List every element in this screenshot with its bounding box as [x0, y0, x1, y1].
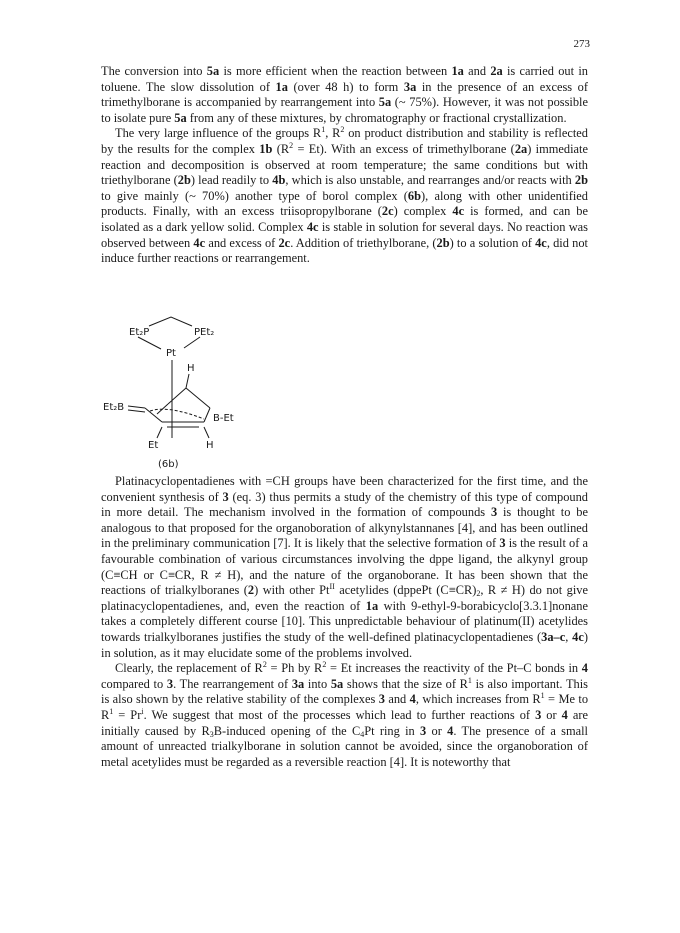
bond-c-h-top [186, 374, 189, 388]
text-block-bottom [101, 474, 588, 770]
h-top-label: H [187, 363, 195, 374]
ring-bond [204, 408, 210, 422]
ring-bond [145, 408, 162, 422]
h-bottom-label: H [206, 440, 214, 451]
text-block-top [101, 64, 588, 267]
compound-label: (6b) [158, 459, 179, 470]
ring-bond [186, 388, 210, 408]
paragraph: Platinacyclopentadienes with =CH groups have been characterized for the first time, and the convenient synthesis of 3 (eq. 3) thus permits a study of the chemistry of this type of compound in more detail. The mechanism involved in the formation of compounds 3 is thought to be analogous to that proposed for the organoboration of alkynylstannanes [4], and has been outlined in the preliminary communication [7]. It is likely that the selective formation of 3 is the result of a favourable combination of various circumstances involving the dppe ligand, the alkynyl group (C≡CH or C≡CR, R ≠ H), and the nature of the organoborane. It has been shown that the reactions of trialkylboranes (2) with other $Pt^{II}$ acetylides (dppePt $(C\equiv CR)_2$, R ≠ H) do not give platinacyclopentadienes, and, even the reaction of 1a with 9-ethyl-9-borabicyclo[3.3.1]nonane takes a completely different course [10]. This unpredictable behaviour of platinum(II) acetylides towards trialkylboranes justifies the study of the well-defined platinacyclopentadienes (3a–c, 4c) in solution, as it may elucidate some of the problems involved. [101, 474, 589, 660]
et2b-label: Et₂B [103, 402, 125, 413]
pet2-label: PEt₂ [194, 327, 215, 338]
bond-b-c [128, 410, 145, 412]
et-bottom-label: Et [148, 440, 159, 451]
paragraph: The conversion into 5a is more efficient when the reaction between 1a and 2a is carried out in toluene. The slow dissolution of 1a (over 48 h) to form 3a in the presence of an excess of trimethylborane is accompanied by rearrangement into 5a (~ 75%). However, it was not possible to isolate pure 5a from any of these mixtures, by chromatography or fractional crystallization. [101, 64, 588, 125]
pt-label: Pt [166, 348, 176, 359]
ring-bond [168, 388, 186, 404]
bond-p-pt-right [184, 337, 200, 348]
bond-c-et [157, 427, 162, 438]
b-et-label: B-Et [213, 413, 234, 424]
chelate-backbone [149, 317, 192, 326]
bond-p-pt-left [138, 337, 161, 349]
delocalized-bond [150, 409, 204, 419]
et2p-label: Et₂P [129, 327, 150, 338]
structure-drawing [100, 312, 320, 470]
paragraph: The very large influence of the groups $R^1$, $R^2$ on product distribution and stability is reflected by the results for the complex 1b $(R^2 = Et)$. With an excess of trimethylborane (2a) immediate reaction and decomposition is observed at room temperature; the same conditions but with triethylborane (2b) lead readily to 4b, which is also unstable, and rearranges and/or reacts with 2b to give mainly (~ 70%) another type of borol complex (6b), along with other unidentified products. Finally, with an excess triisopropylborane (2c) complex 4c is formed, and can be isolated as a dark yellow solid. Complex 4c is stable in solution for several days. No reaction was observed between 4c and excess of 2c. Addition of triethylborane, (2b) to a solution of 4c, did not induce further reactions or rearrangement. [101, 125, 588, 266]
paragraph: Clearly, the replacement of $R^2 = Ph$ by $R^2 = Et$ increases the reactivity of the Pt–C bonds in 4 compared to 3. The rearrangement of 3a into 5a shows that the size of $R^1$ is also important. This is also shown by the relative stability of the complexes 3 and 4, which increases from $R^1 = Me$ to $R^1 = Pr^i$. We suggest that most of the processes which lead to further reactions of 3 or 4 are initially caused by $R_3B$-induced opening of the $C_4Pt$ ring in 3 or 4. The presence of a small amount of unreacted trialkylborane in solution cannot be avoided, since the organoboration of metal acetylides must be regarded as a reversible reaction [4]. It is noteworthy that [101, 660, 589, 769]
bond-c-h-bottom [204, 427, 209, 438]
page-number: 273 [573, 38, 590, 50]
chemical-structure-6b [100, 312, 320, 470]
bond-b-c [128, 406, 145, 408]
